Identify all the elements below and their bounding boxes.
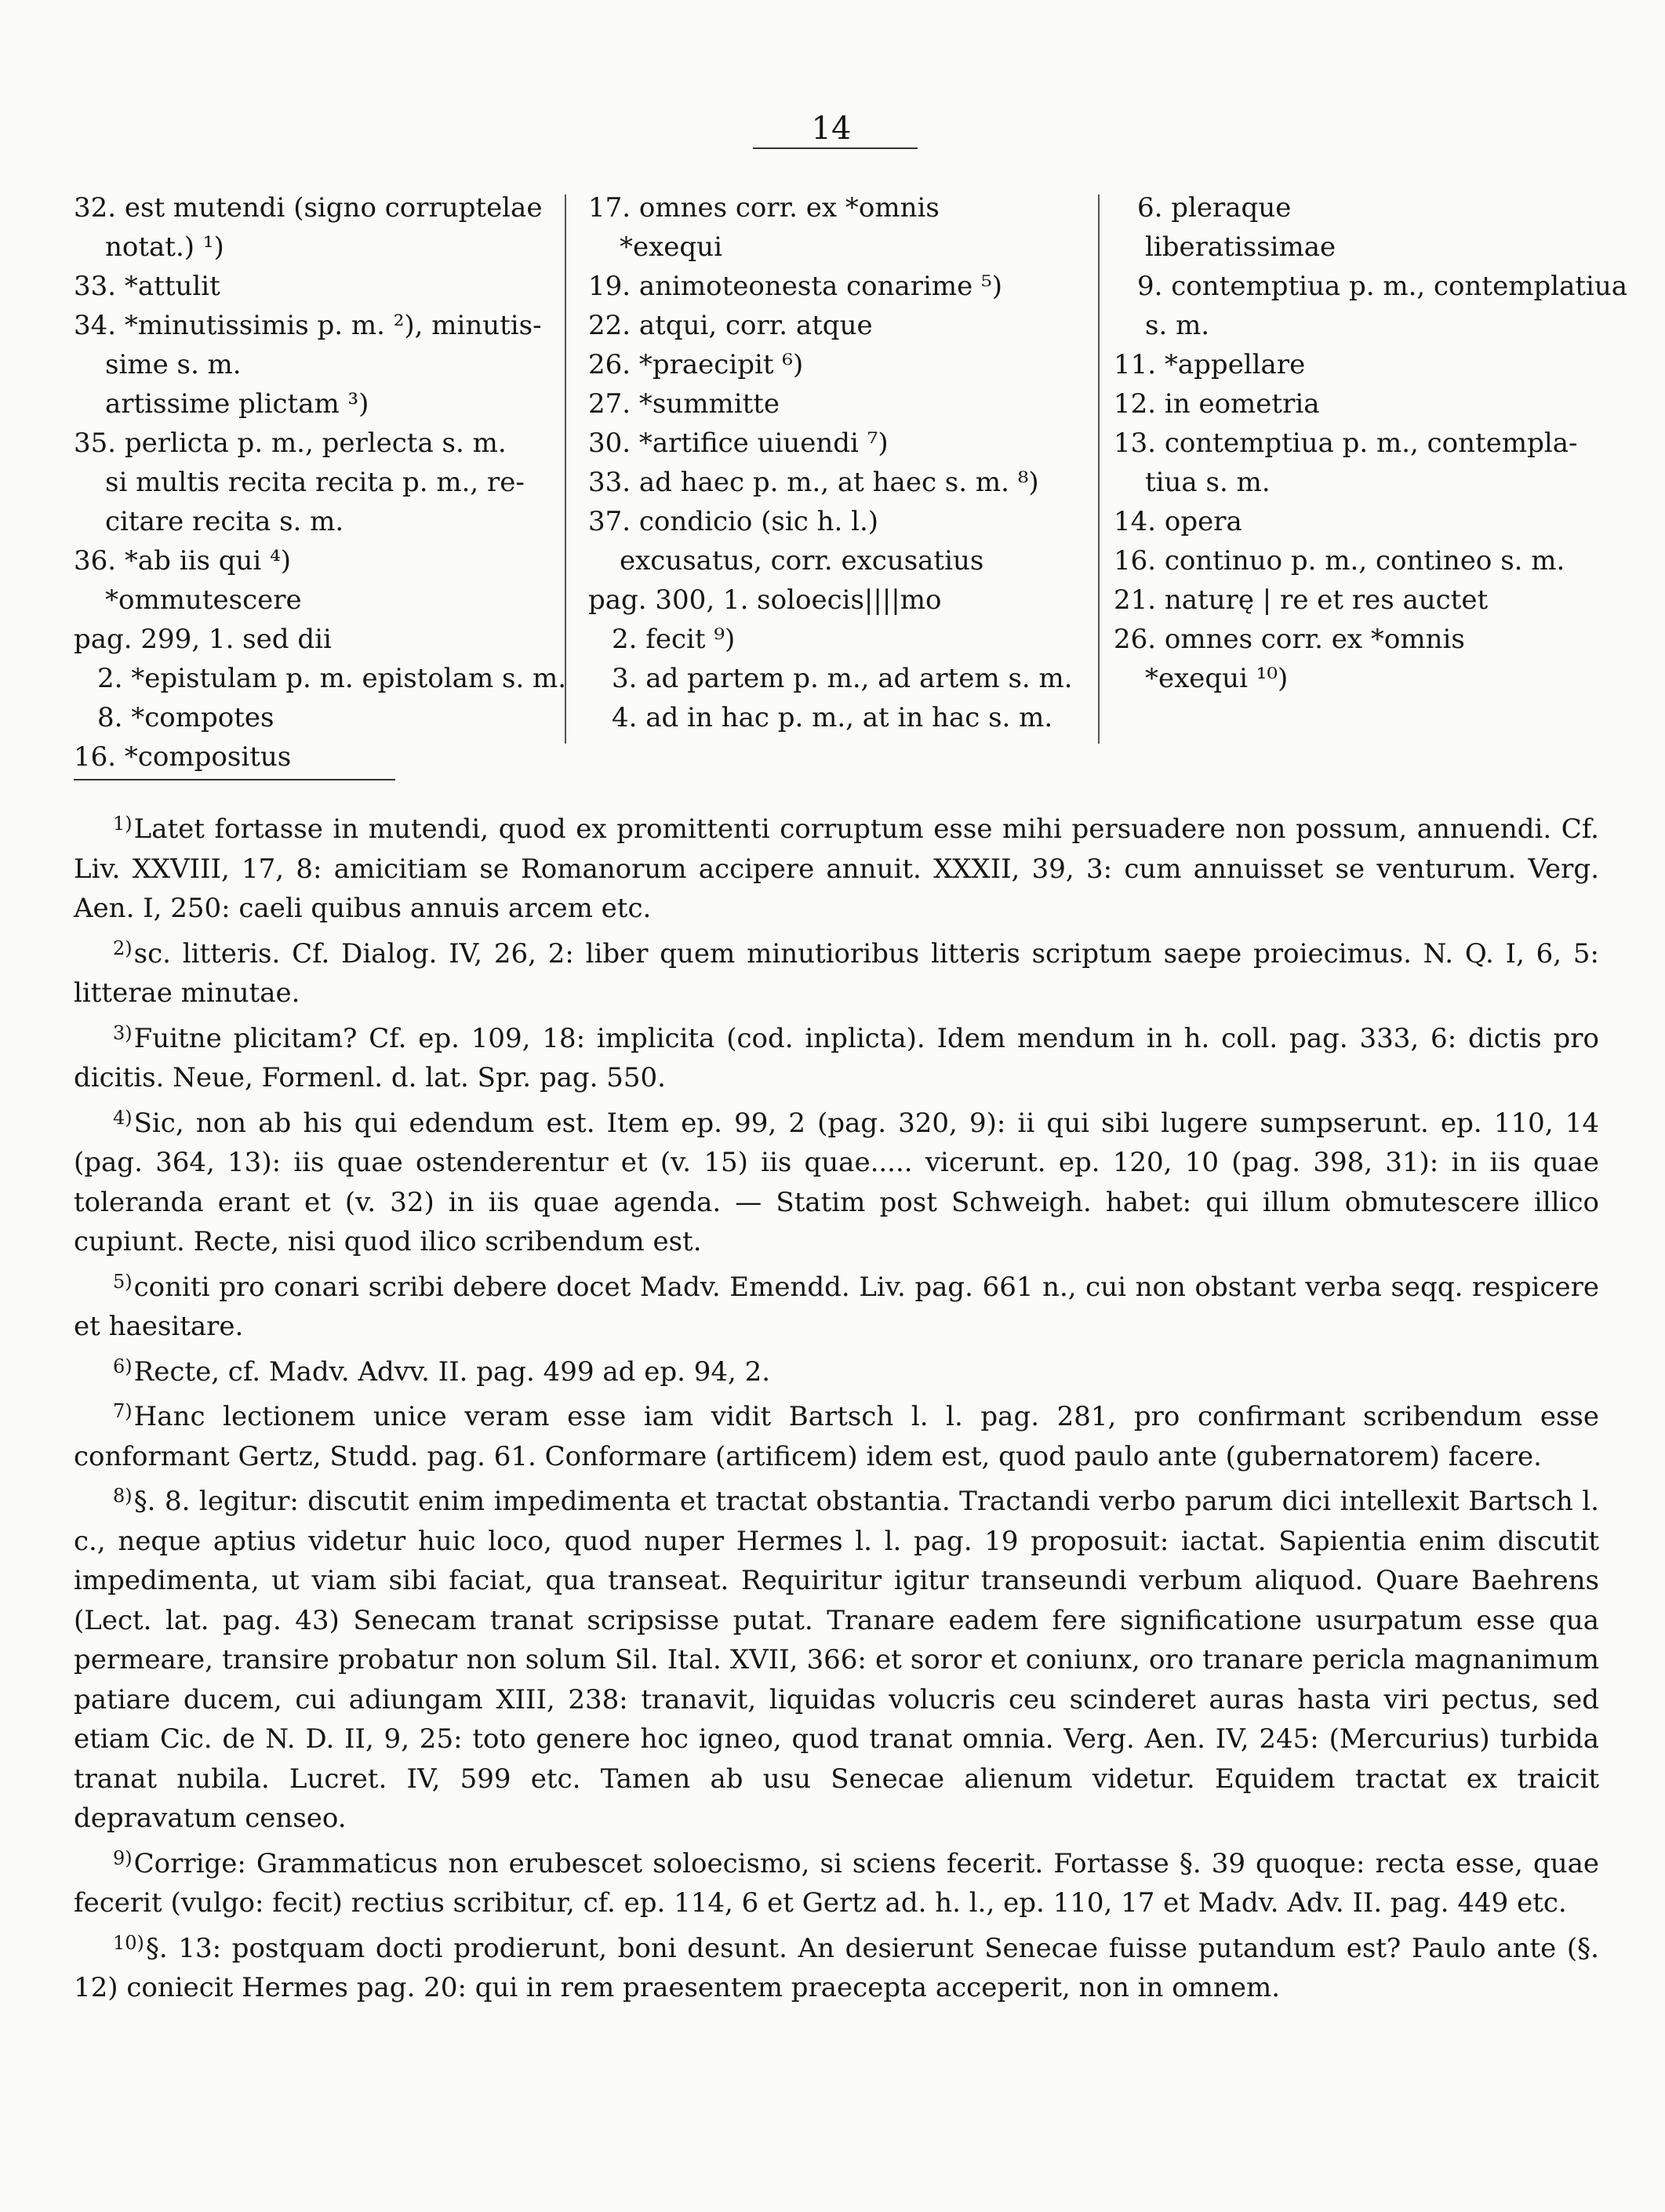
- footnote-text: Recte, cf. Madv. Advv. II. pag. 499 ad ep. 94, 2.: [133, 1355, 771, 1388]
- footnote-rule: [74, 779, 395, 780]
- entry-line: 33. *attulit: [74, 271, 220, 302]
- footnote-text: Corrige: Grammaticus non erubescet soloecismo, si sciens fecerit. Fortasse §. 39 quoque: recta esse, quae fecerit (vulgo: fecit) rectius scribitur, cf. ep. 114, 6 et Gertz ad. h. l., ep. 110, 17 et Madv. Adv. II. pag. 449 etc.: [74, 1847, 1599, 1919]
- entry-line: notat.) ¹): [105, 231, 224, 263]
- footnote: [74, 804, 1599, 929]
- footnote-mark: 1): [113, 813, 133, 835]
- footnote: [74, 1098, 1599, 1262]
- footnote-mark: 6): [113, 1355, 133, 1377]
- entry-line: *exequi: [620, 231, 722, 263]
- footnotes: [74, 804, 1599, 2008]
- entry-line: 14. opera: [1114, 506, 1242, 537]
- footnote-text: Sic, non ab his qui edendum est. Item ep. 99, 2 (pag. 320, 9): ii qui sibi lugere sumpserunt. ep. 110, 14 (pag. 364, 13): iis quae ostenderentur et (v. 15) iis quae..... vicerunt. ep. 120, 10 (pag. 398, 31): in iis quae toleranda erant et (v. 32) in iis quae agenda. — Statim post Schweigh. habet: qui illum obmutescere illico cupiunt. Recte, nisi quod ilico scribendum est.: [74, 1107, 1599, 1257]
- entry-line: citare recita s. m.: [105, 506, 344, 537]
- footnote-mark: 2): [113, 937, 133, 959]
- entry-line: 35. perlicta p. m., perlecta s. m.: [74, 427, 507, 459]
- entry-line: 12. in eometria: [1114, 388, 1320, 420]
- entry-line: 2. *epistulam p. m. epistolam s. m.: [97, 663, 567, 694]
- entry-line: *exequi ¹⁰): [1145, 663, 1289, 694]
- footnote-text: sc. litteris. Cf. Dialog. IV, 26, 2: liber quem minutioribus litteris scriptum saepe proiecimus. N. Q. I, 6, 5: litterae minutae.: [74, 937, 1599, 1009]
- entry-line: sime s. m.: [105, 349, 242, 380]
- entry-line: 37. condicio (sic h. l.): [588, 506, 879, 537]
- entry-line: 36. *ab iis qui ⁴): [74, 545, 291, 577]
- entry-line: 3. ad partem p. m., ad artem s. m.: [612, 663, 1073, 694]
- entry-line: 16. continuo p. m., contineo s. m.: [1114, 545, 1565, 577]
- column-3: [1114, 188, 1647, 698]
- footnote-mark: 4): [113, 1106, 133, 1129]
- column-divider: [1098, 195, 1100, 744]
- entry-line: 6. pleraque: [1137, 192, 1292, 224]
- entry-line: 19. animoteonesta conarime ⁵): [588, 271, 1002, 302]
- entry-line: 30. *artifice uiuendi ⁷): [588, 427, 889, 459]
- footnote-mark: 3): [113, 1021, 133, 1044]
- footnote: [74, 929, 1599, 1013]
- footnote-text: coniti pro conari scribi debere docet Madv. Emendd. Liv. pag. 661 n., cui non obstant verba seqq. respicere et haesitare.: [74, 1271, 1599, 1342]
- entry-line: pag. 300, 1. soloecis||||mo: [588, 584, 942, 616]
- entry-line: tiua s. m.: [1145, 467, 1271, 498]
- entry-line: s. m.: [1145, 310, 1210, 341]
- footnote-mark: 7): [113, 1400, 133, 1422]
- entry-line: 11. *appellare: [1114, 349, 1306, 380]
- footnote: [74, 1839, 1599, 1923]
- column-divider: [565, 195, 566, 744]
- entry-line: si multis recita recita p. m., re-: [105, 467, 525, 498]
- entry-line: pag. 299, 1. sed dii: [74, 624, 332, 655]
- entry-line: 26. omnes corr. ex *omnis: [1114, 624, 1465, 655]
- entry-line: 21. naturę | re et res auctet: [1114, 584, 1489, 616]
- entry-line: 26. *praecipit ⁶): [588, 349, 804, 380]
- entry-line: 34. *minutissimis p. m. ²), minutis-: [74, 310, 542, 341]
- entry-line: *ommutescere: [105, 584, 302, 616]
- entry-line: 8. *compotes: [97, 702, 274, 733]
- entry-line: 32. est mutendi (signo corruptelae: [74, 192, 543, 224]
- footnote: [74, 1476, 1599, 1839]
- entry-line: 22. atqui, corr. atque: [588, 310, 873, 341]
- header-rule: [753, 147, 918, 149]
- footnote-text: Fuitne plicitam? Cf. ep. 109, 18: implicita (cod. inplicta). Idem mendum in h. coll. pag. 333, 6: dictis pro dicitis. Neue, Formenl. d. lat. Spr. pag. 550.: [74, 1022, 1599, 1093]
- entry-line: 16. *compositus: [74, 741, 292, 773]
- footnote-mark: 9): [113, 1846, 133, 1869]
- footnote-text: §. 13: postquam docti prodierunt, boni desunt. An desierunt Senecae fuisse putandum est? Paulo ante (§. 12) coniecit Hermes pag. 20: qui in rem praesentem praecepta acceperit, non in omnem.: [74, 1932, 1599, 2003]
- footnote: [74, 1347, 1599, 1392]
- column-1: [74, 188, 567, 777]
- entry-line: 4. ad in hac p. m., at in hac s. m.: [612, 702, 1053, 733]
- entry-line: 27. *summitte: [588, 388, 780, 420]
- entry-line: 9. contemptiua p. m., contemplatiua: [1137, 271, 1628, 302]
- footnote-text: Latet fortasse in mutendi, quod ex promittenti corruptum esse mihi persuadere non possum, annuendi. Cf. Liv. XXVIII, 17, 8: amicitiam se Romanorum accipere annuit. XXXII, 39, 3: cum annuisset se venturum. Verg. Aen. I, 250: caeli quibus annuis arcem etc.: [74, 813, 1599, 924]
- footnote: [74, 1923, 1599, 2008]
- footnote-text: §. 8. legitur: discutit enim impedimenta et tractat obstantia. Tractandi verbo parum dici intellexit Bartsch l. c., neque aptius videtur huic loco, quod nuper Hermes l. l. pag. 19 proposuit: iactat. Sapientia enim discutit impedimenta, ut viam sibi faciat, qua transeat. Requiritur igitur transeundi verbum aliquod. Quare Baehrens (Lect. lat. pag. 43) Senecam tranat scripsisse putat. Tranare eadem fere significatione usurpatum esse qua permeare, transire probatur non solum Sil. Ital. XVII, 366: et soror et coniunx, oro tranare pericla magnanimum patiare ducem, cui adiungam XIII, 238: tranavit, liquidas volucris ceu scinderet auras hasta viri pectus, sed etiam Cic. de N. D. II, 9, 25: toto genere hoc igneo, quod tranat omnia. Verg. Aen. IV, 245: (Mercurius) turbida tranat nubila. Lucret. IV, 599 etc. Tamen ab usu Senecae alienum videtur. Equidem tractat ex traicit depravatum censeo.: [74, 1486, 1599, 1834]
- footnote-mark: 10): [113, 1931, 144, 1954]
- entry-line: excusatus, corr. excusatius: [620, 545, 984, 577]
- footnote: [74, 1392, 1599, 1476]
- entry-line: 17. omnes corr. ex *omnis: [588, 192, 940, 224]
- entry-line: 2. fecit ⁹): [612, 624, 736, 655]
- entry-line: artissime plictam ³): [105, 388, 369, 420]
- entry-line: 13. contemptiua p. m., contempla-: [1114, 427, 1578, 459]
- footnote-mark: 8): [113, 1485, 133, 1507]
- footnote: [74, 1013, 1599, 1098]
- footnote-text: Hanc lectionem unice veram esse iam vidit Bartsch l. l. pag. 281, pro confirmant scribendum esse conformant Gertz, Studd. pag. 61. Conformare (artificem) idem est, quod paulo ante (gubernatorem) facere.: [74, 1401, 1599, 1472]
- page-number: 14: [811, 111, 852, 147]
- column-2: [588, 188, 1090, 737]
- entry-line: liberatissimae: [1145, 231, 1336, 263]
- footnote-mark: 5): [113, 1270, 133, 1293]
- entry-line: 33. ad haec p. m., at haec s. m. ⁸): [588, 467, 1039, 498]
- footnote: [74, 1262, 1599, 1347]
